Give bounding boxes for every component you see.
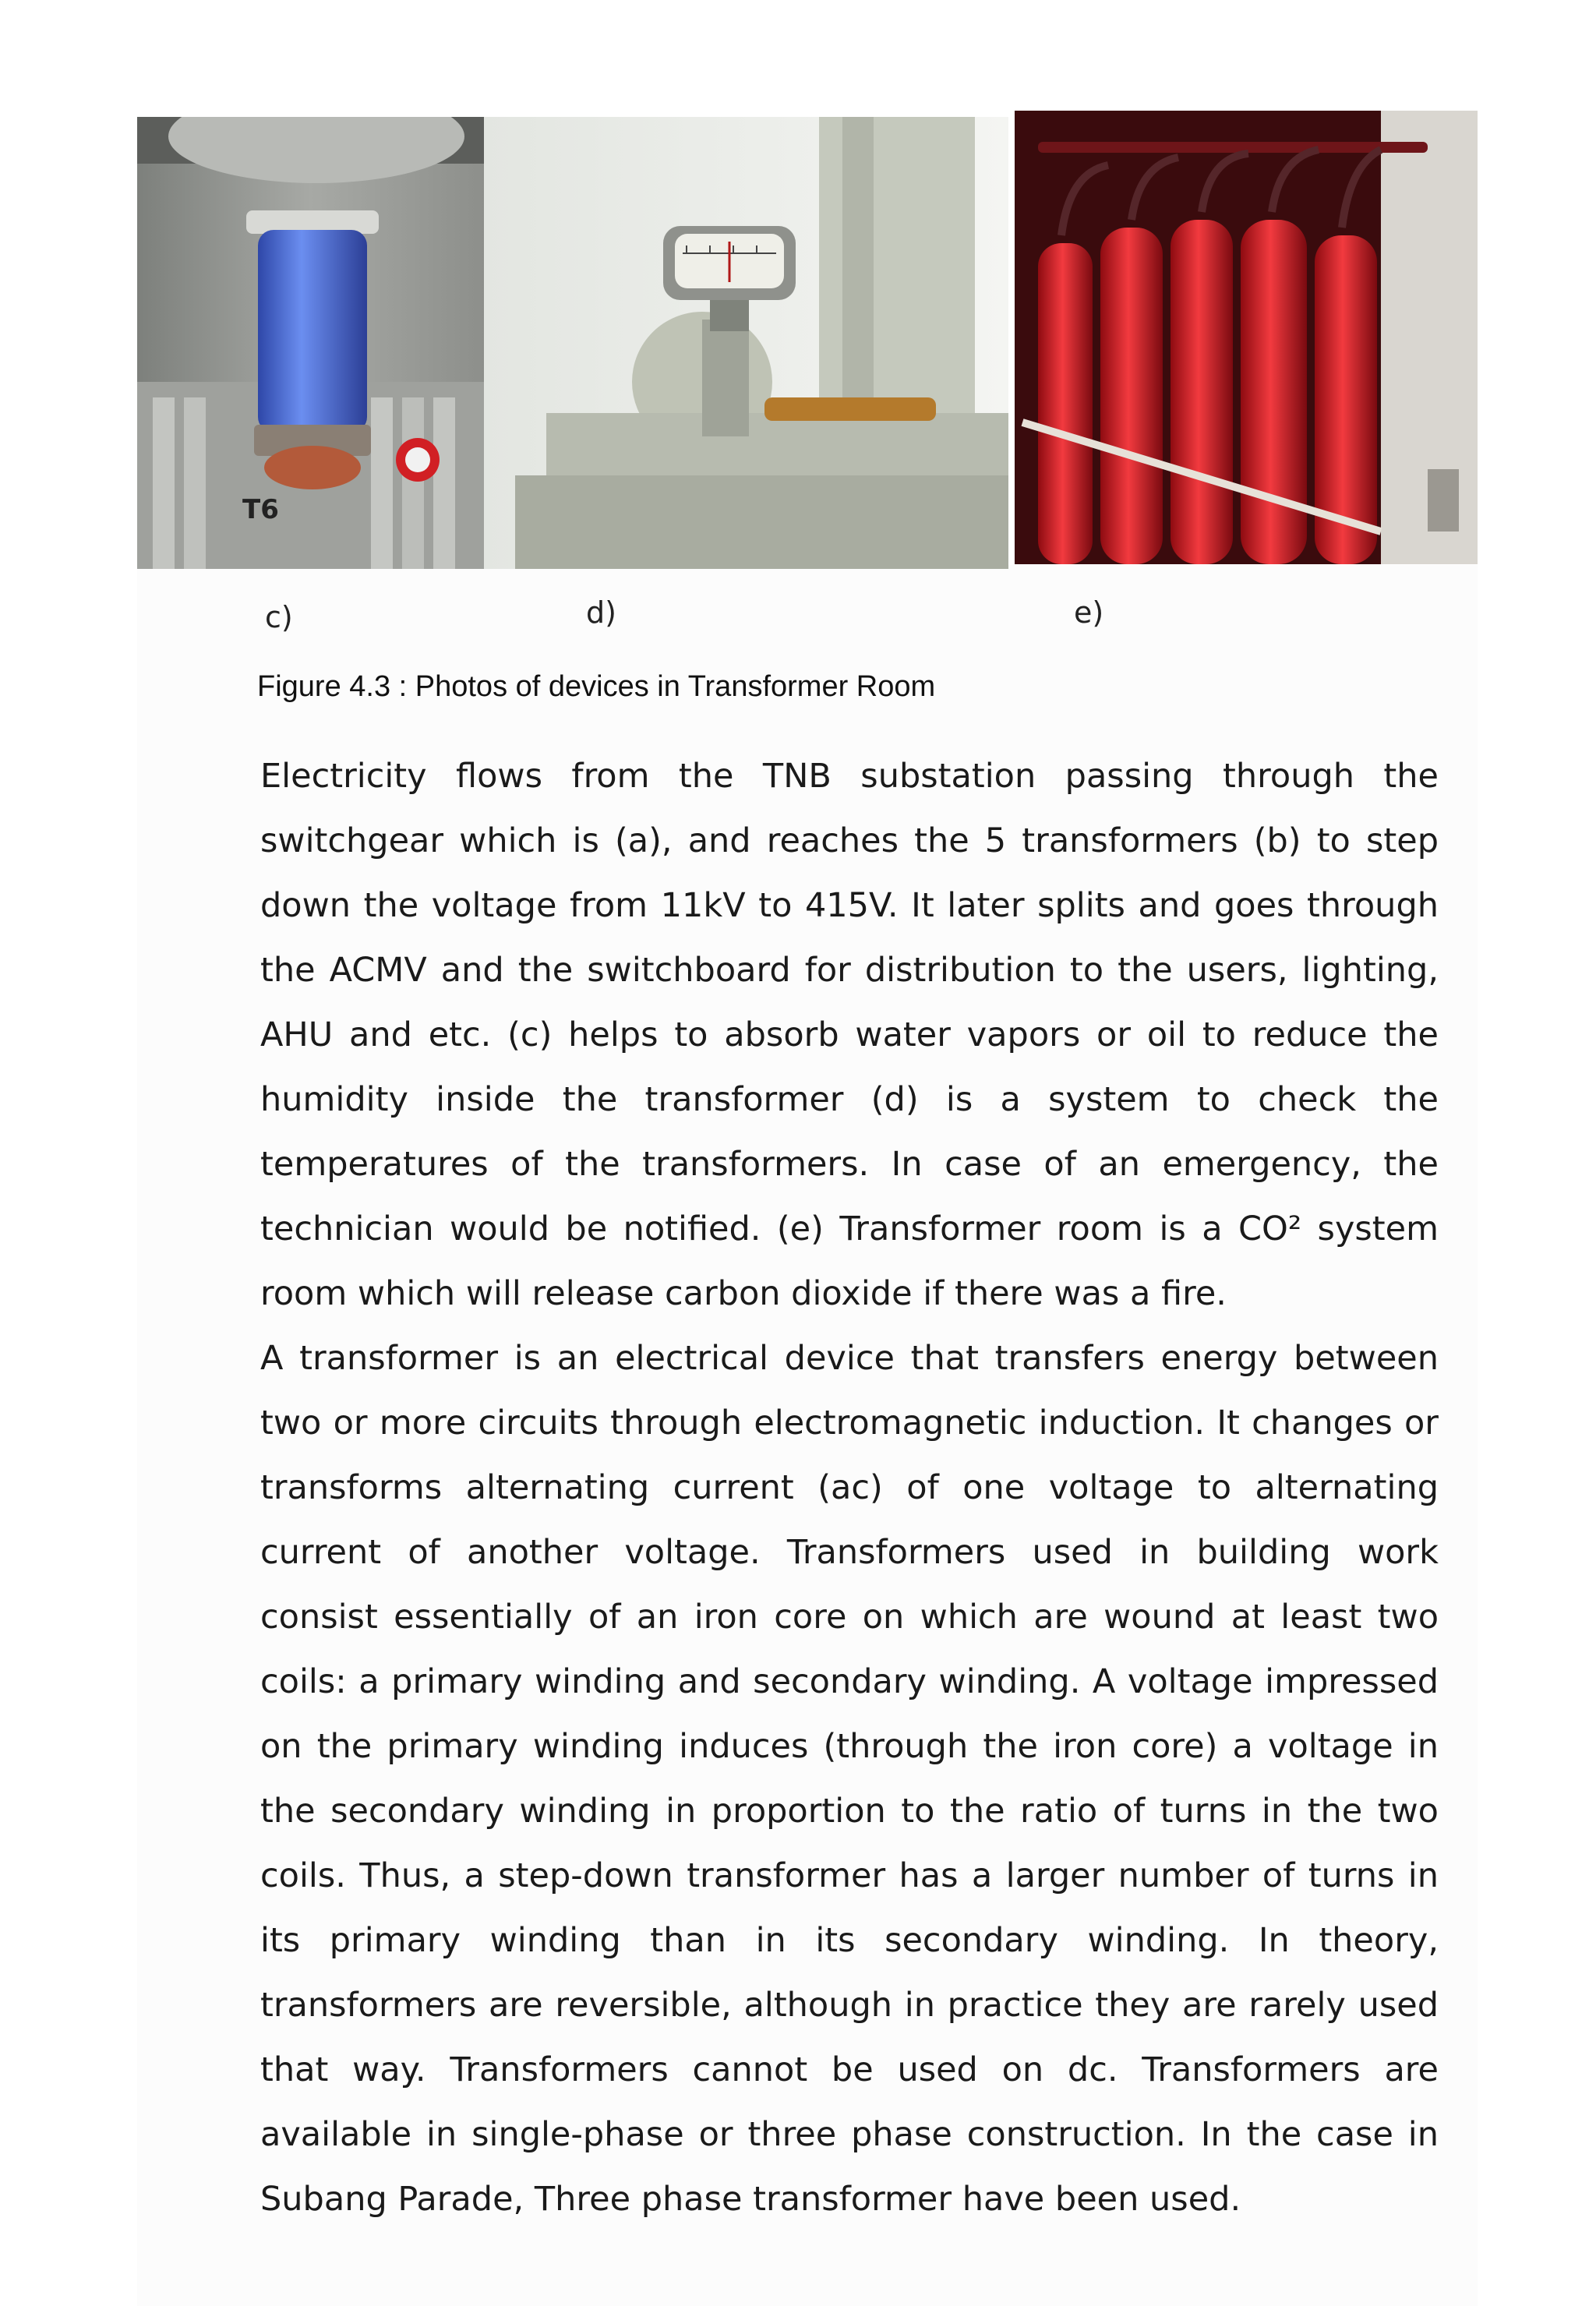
figure-caption: Figure 4.3 : Photos of devices in Transformer Room — [257, 670, 936, 703]
photo-silica-gel-breather — [137, 117, 484, 569]
photo-c-tag: T6 — [242, 494, 279, 525]
paragraph-transformer-definition: A transformer is an electrical device that transfers energy between two or more circuits through electromagnetic induction. It changes or transforms alternating current (ac) of one voltage to alternating current of another voltage. Transformers used in building work consist essentially of an iron core on which are wound at least two coils: a primary winding and secondary winding. A voltage impressed on the primary winding induces (through the iron core) a voltage in the secondary winding in proportion to the ratio of turns in the two coils. Thus, a step-down transformer has a larger number of turns in its primary winding than in its secondary winding. In theory, transformers are reversible, although in practice they are rarely used that way. Transformers cannot be used on dc. Transformers are available in single-phase or three phase construction. In the case in Subang Parade, Three phase transformer have been used. — [260, 1339, 1439, 2219]
photo-co2-cylinders — [1015, 111, 1478, 564]
paragraph-electricity-flow: Electricity flows from the TNB substation passing through the switchgear which is (a), and reaches the 5 transformers (b) to step down the voltage from 11kV to 415V. It later splits and goes through the ACMV and the switchboard for distribution to the users, lighting, AHU and etc. (c) helps to absorb water vapors or oil to reduce the humidity inside the transformer (d) is a system to check the temperatures of the transformers. In case of an emergency, the technician would be notified. (e) Transformer room is a CO² system room which will release carbon dioxide if there was a fire. — [260, 757, 1439, 1313]
figure-label-c: c) — [265, 600, 293, 634]
photo-temperature-gauge — [484, 117, 1008, 569]
body-text — [260, 744, 1439, 2232]
figure-label-e: e) — [1074, 595, 1104, 630]
figure-label-d: d) — [586, 595, 616, 630]
